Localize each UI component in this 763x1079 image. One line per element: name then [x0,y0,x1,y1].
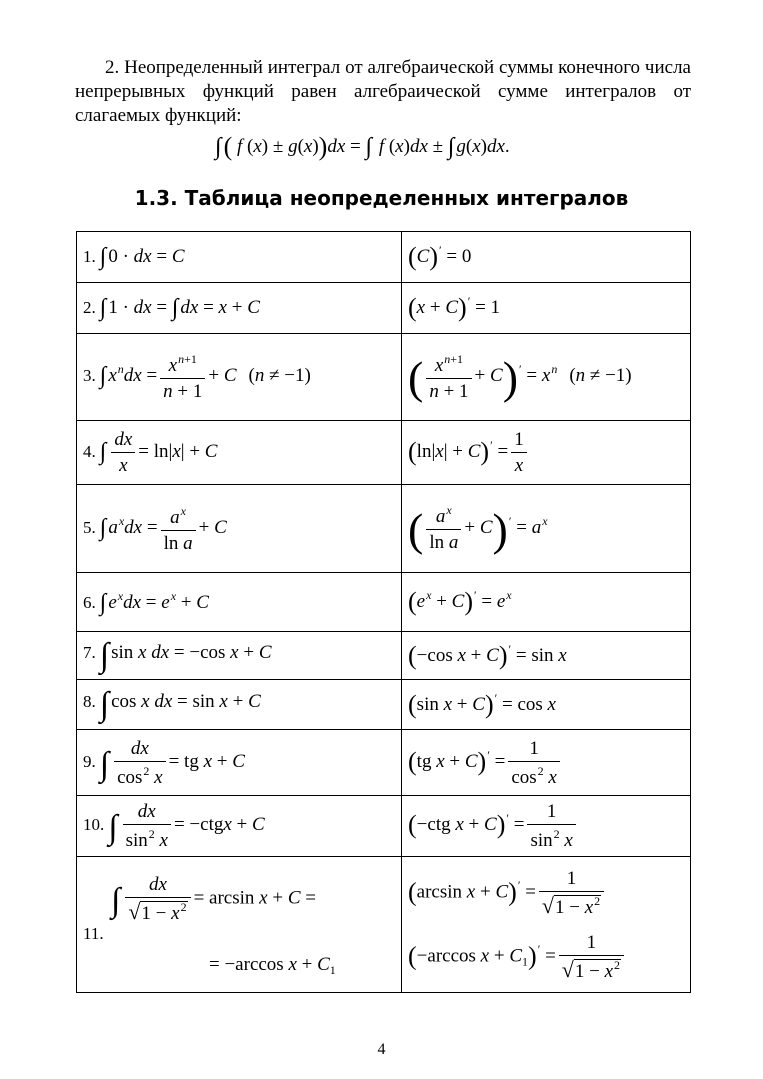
integral-cell: 8. ∫ cos x dx = sin x + C [77,680,402,730]
theorem-paragraph [75,56,691,128]
integrals-table [76,231,691,993]
derivative-cell: (−ctg x + C)′ = $\frac{1}{\sin^2 x}$ [402,796,691,857]
derivative-cell: (sin x + C)′ = cos x [402,680,691,730]
integral-cell: 4. ∫ $\frac{dx}{x}$ = ln|x| + C [77,421,402,485]
integral-cell: 10. ∫ $\frac{dx}{\sin^2 x}$ = −ctgx + C [77,796,402,857]
derivative-cell: ( $\frac{x^{n+1}}{n + 1}$ + $C)' = x^n$ (n ≠ −1) [402,334,691,421]
integral-cell: 3. ∫ $x^ndx$ = $\frac{x^{n+1}}{n + 1}$ + C (n ≠ −1) [77,334,402,421]
integral-cell: 5. ∫ $a^xdx$ = $\frac{a^x}{\text{ln a}}$ + C [77,485,402,573]
table-row [77,573,691,632]
integral-cell: 2. ∫ 1 · dx = ∫ dx = x + C [77,283,402,334]
table-row [77,334,691,421]
table-row [77,485,691,573]
integral-cell: 11. ∫ $\frac{dx}{√1 - x^2}$ = arcsin x + C = = −arccos $x + C_1$ [77,857,402,993]
integral-cell: 7. ∫ sin x dx = −cos x + C [77,632,402,680]
theorem-text: 2. Неопределенный интеграл от алгебраической суммы конечного числа непрерывных функций равен алгебраической сумме интегралов от слагаемых функций: [75,57,691,126]
derivative-cell: (−cos x + C)′ = sin x [402,632,691,680]
table-row [77,421,691,485]
section-heading: 1.3. Таблица неопределенных интегралов [134,186,629,210]
integral-cell: 9. ∫ $\frac{dx}{\cos^2 x}$ = tg x + C [77,730,402,796]
derivative-cell: (C)′ = 0 [402,232,691,283]
integral-cell: 6. ∫ $e^xdx = e^x + C$ [77,573,402,632]
derivative-cell: (ln|x| + C)′ = $\frac{1}{x}$ [402,421,691,485]
integral-cell: 1. ∫ 0 · dx = C [77,232,402,283]
derivative-cell: $(e^x + C)' = e^x$ [402,573,691,632]
table-row [77,680,691,730]
derivative-cell: (arcsin x + C)′ = $\frac{1}{√1 - x^2}$ (−arccos $x + C_1)'$ = $\frac{1}{√1 - x^2}$ [402,857,691,993]
table-row [77,283,691,334]
table-row [77,730,691,796]
table-row [77,857,691,993]
table-row [77,632,691,680]
sum-rule-formula [215,134,510,160]
table-row [77,796,691,857]
derivative-cell: (tg x + C)′ = $\frac{1}{\cos^2 x}$ [402,730,691,796]
derivative-cell: ( $\frac{a^x}{\text{ln a}}$ + $C)' = a^x$ [402,485,691,573]
page-number: 4 [377,1041,386,1058]
table-row [77,232,691,283]
sum-rule-formula-visual: ∫( f (x) ± g(x))dx = ∫ f (x)dx ± ∫ g(x)dx. [215,132,510,161]
derivative-cell: (x + C)′ = 1 [402,283,691,334]
